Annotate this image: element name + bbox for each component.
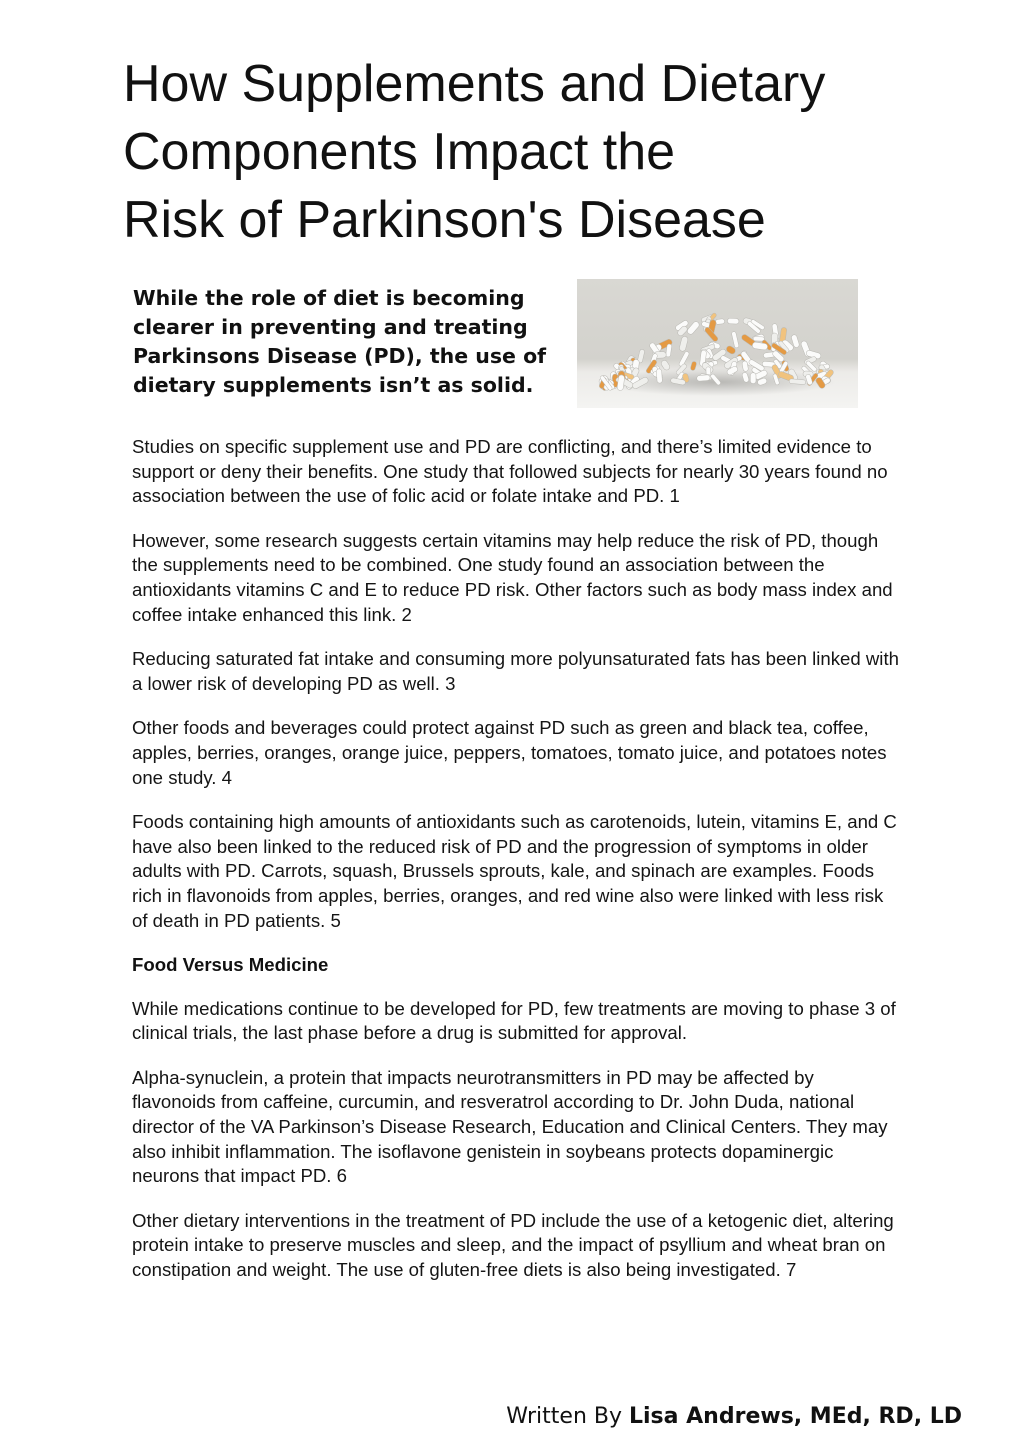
paragraph: Other foods and beverages could protect against PD such as green and black tea, coffee, apples, berries, oranges, orange juice, peppers, tomatoes, tomato juice, and potatoes notes one study. 4 <box>132 717 887 788</box>
byline-prefix: Written By <box>506 1404 629 1429</box>
lede-text: While the role of diet is becoming clearer in preventing and treating Parkinsons Disease (PD), the use of dietary supplements isn’t as solid. <box>133 286 547 397</box>
pill <box>750 373 756 384</box>
article-body <box>132 435 902 1303</box>
paragraph: Alpha-synuclein, a protein that impacts neurotransmitters in PD may be affected by flavonoids from caffeine, curcumin, and resveratrol according to Dr. John Duda, national director of the VA Parkinson’s Disease Research, Education and Clinical Centers. They may also inhibit inflammation. The isoflavone genistein in soybeans protects dopaminergic neurons that impact PD. 6 <box>132 1066 888 1187</box>
section-heading: Food Versus Medicine <box>132 954 329 976</box>
paragraph: Reducing saturated fat intake and consuming more polyunsaturated fats has been linked with a lower risk of developing PD as well. 3 <box>132 648 899 694</box>
title-line-2: Components Impact the <box>123 123 676 181</box>
pill <box>715 319 725 325</box>
paragraph: Studies on specific supplement use and PD are conflicting, and there’s limited evidence to support or deny their benefits. One study that followed subjects for nearly 30 years found no association between the use of folic acid or folate intake and PD. 1 <box>132 436 888 507</box>
title-line-1: How Supplements and Dietary <box>123 55 826 113</box>
pill <box>753 337 764 342</box>
author-name: Lisa Andrews, MEd, RD, LD <box>629 1404 962 1429</box>
paragraph: However, some research suggests certain vitamins may help reduce the risk of PD, though the supplements need to be combined. One study found an association between the antioxidants vitamins C and E to reduce PD risk. Other factors such as body mass index and coffee intake enhanced this link. 2 <box>132 529 893 625</box>
article-title <box>123 50 943 254</box>
paragraph: While medications continue to be developed for PD, few treatments are moving to phase 3 of clinical trials, the last phase before a drug is submitted for approval. <box>132 997 896 1044</box>
paragraph: Other dietary interventions in the treatment of PD include the use of a ketogenic diet, altering protein intake to preserve muscles and sleep, and the impact of psyllium and wheat bran on constipation and weight. The use of gluten-free diets is also being investigated. 7 <box>132 1209 894 1281</box>
pills-photo <box>577 279 858 408</box>
pill <box>656 369 662 384</box>
pill <box>696 375 710 382</box>
title-line-3: Risk of Parkinson's Disease <box>123 191 766 249</box>
paragraph: Foods containing high amounts of antioxidants such as carotenoids, lutein, vitamins E, and C have also been linked to the reduced risk of PD and the progression of symptoms in older adults with PD. Carrots, squash, Brussels sprouts, kale, and spinach are examples. Foods rich in flavonoids from apples, berries, oranges, and red wine also were linked with less risk of death in PD patients. 5 <box>132 811 897 931</box>
byline <box>506 1404 962 1429</box>
pill <box>727 318 739 324</box>
